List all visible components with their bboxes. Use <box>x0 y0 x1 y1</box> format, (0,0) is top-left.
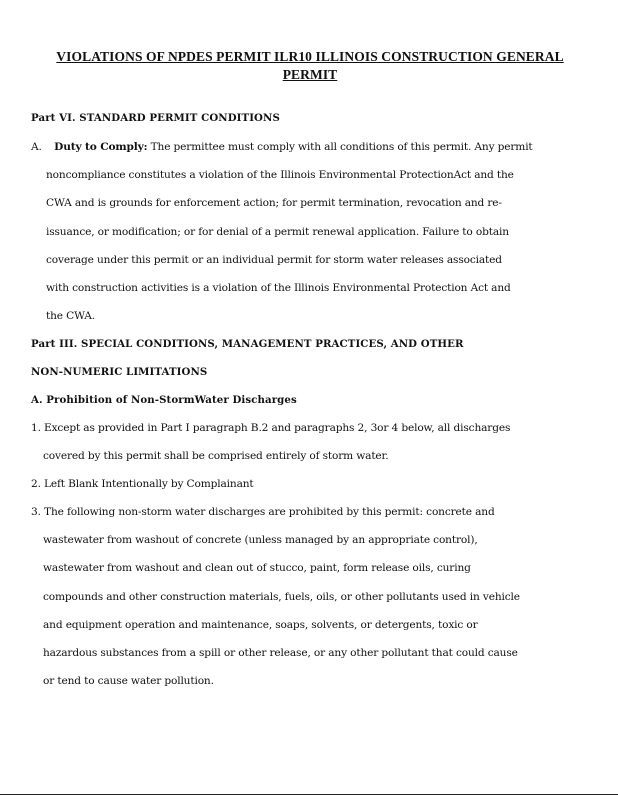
item-3-line: wastewater from washout of concrete (unless managed by an appropriate control), <box>43 534 478 546</box>
item-a-line: with construction activities is a violation of the Illinois Environmental Protection Act and <box>46 282 511 294</box>
item-1-line: covered by this permit shall be comprised entirely of storm water. <box>43 450 389 462</box>
item-a-line: the CWA. <box>46 310 96 322</box>
prohibition-subheading: A. Prohibition of Non-StormWater Discharges <box>31 394 297 406</box>
duty-to-comply-label: Duty to Comply: <box>54 141 148 153</box>
item-3-line: wastewater from washout and clean out of stucco, paint, form release oils, curing <box>43 562 471 574</box>
item-3-line: 3. The following non-storm water discharges are prohibited by this permit: concrete and <box>31 506 495 518</box>
item-a-label: A. <box>31 141 42 153</box>
part-vi-heading: Part VI. STANDARD PERMIT CONDITIONS <box>31 112 280 124</box>
part-iii-heading-line-2: NON-NUMERIC LIMITATIONS <box>31 366 208 378</box>
item-1-line: 1. Except as provided in Part I paragraph B.2 and paragraphs 2, 3or 4 below, all discharges <box>31 422 511 434</box>
item-3-line: hazardous substances from a spill or other release, or any other pollutant that could cause <box>43 647 518 659</box>
item-3-line: and equipment operation and maintenance, soaps, solvents, or detergents, toxic or <box>43 619 478 631</box>
item-a-line: coverage under this permit or an individual permit for storm water releases associated <box>46 254 502 266</box>
item-3-line: or tend to cause water pollution. <box>43 675 214 687</box>
page-bottom-rule <box>0 794 618 795</box>
item-a-first-line <box>31 140 533 154</box>
item-a-line: CWA and is grounds for enforcement action; for permit termination, revocation and re- <box>46 197 502 209</box>
item-a-first-line-text: The permittee must comply with all conditions of this permit. Any permit <box>147 141 533 153</box>
item-a-line: issuance, or modification; or for denial of a permit renewal application. Failure to obtain <box>46 226 509 238</box>
document-title-line-1: VIOLATIONS OF NPDES PERMIT ILR10 ILLINOIS CONSTRUCTION GENERAL <box>56 49 564 64</box>
document-title-line-2: PERMIT <box>282 67 338 82</box>
item-a-line: noncompliance constitutes a violation of the Illinois Environmental ProtectionAct and the <box>46 169 514 181</box>
item-2-line: 2. Left Blank Intentionally by Complainant <box>31 478 254 490</box>
document-title <box>30 48 590 84</box>
item-3-line: compounds and other construction materials, fuels, oils, or other pollutants used in vehicle <box>43 591 520 603</box>
part-iii-heading-line-1: Part III. SPECIAL CONDITIONS, MANAGEMENT PRACTICES, AND OTHER <box>31 338 464 350</box>
